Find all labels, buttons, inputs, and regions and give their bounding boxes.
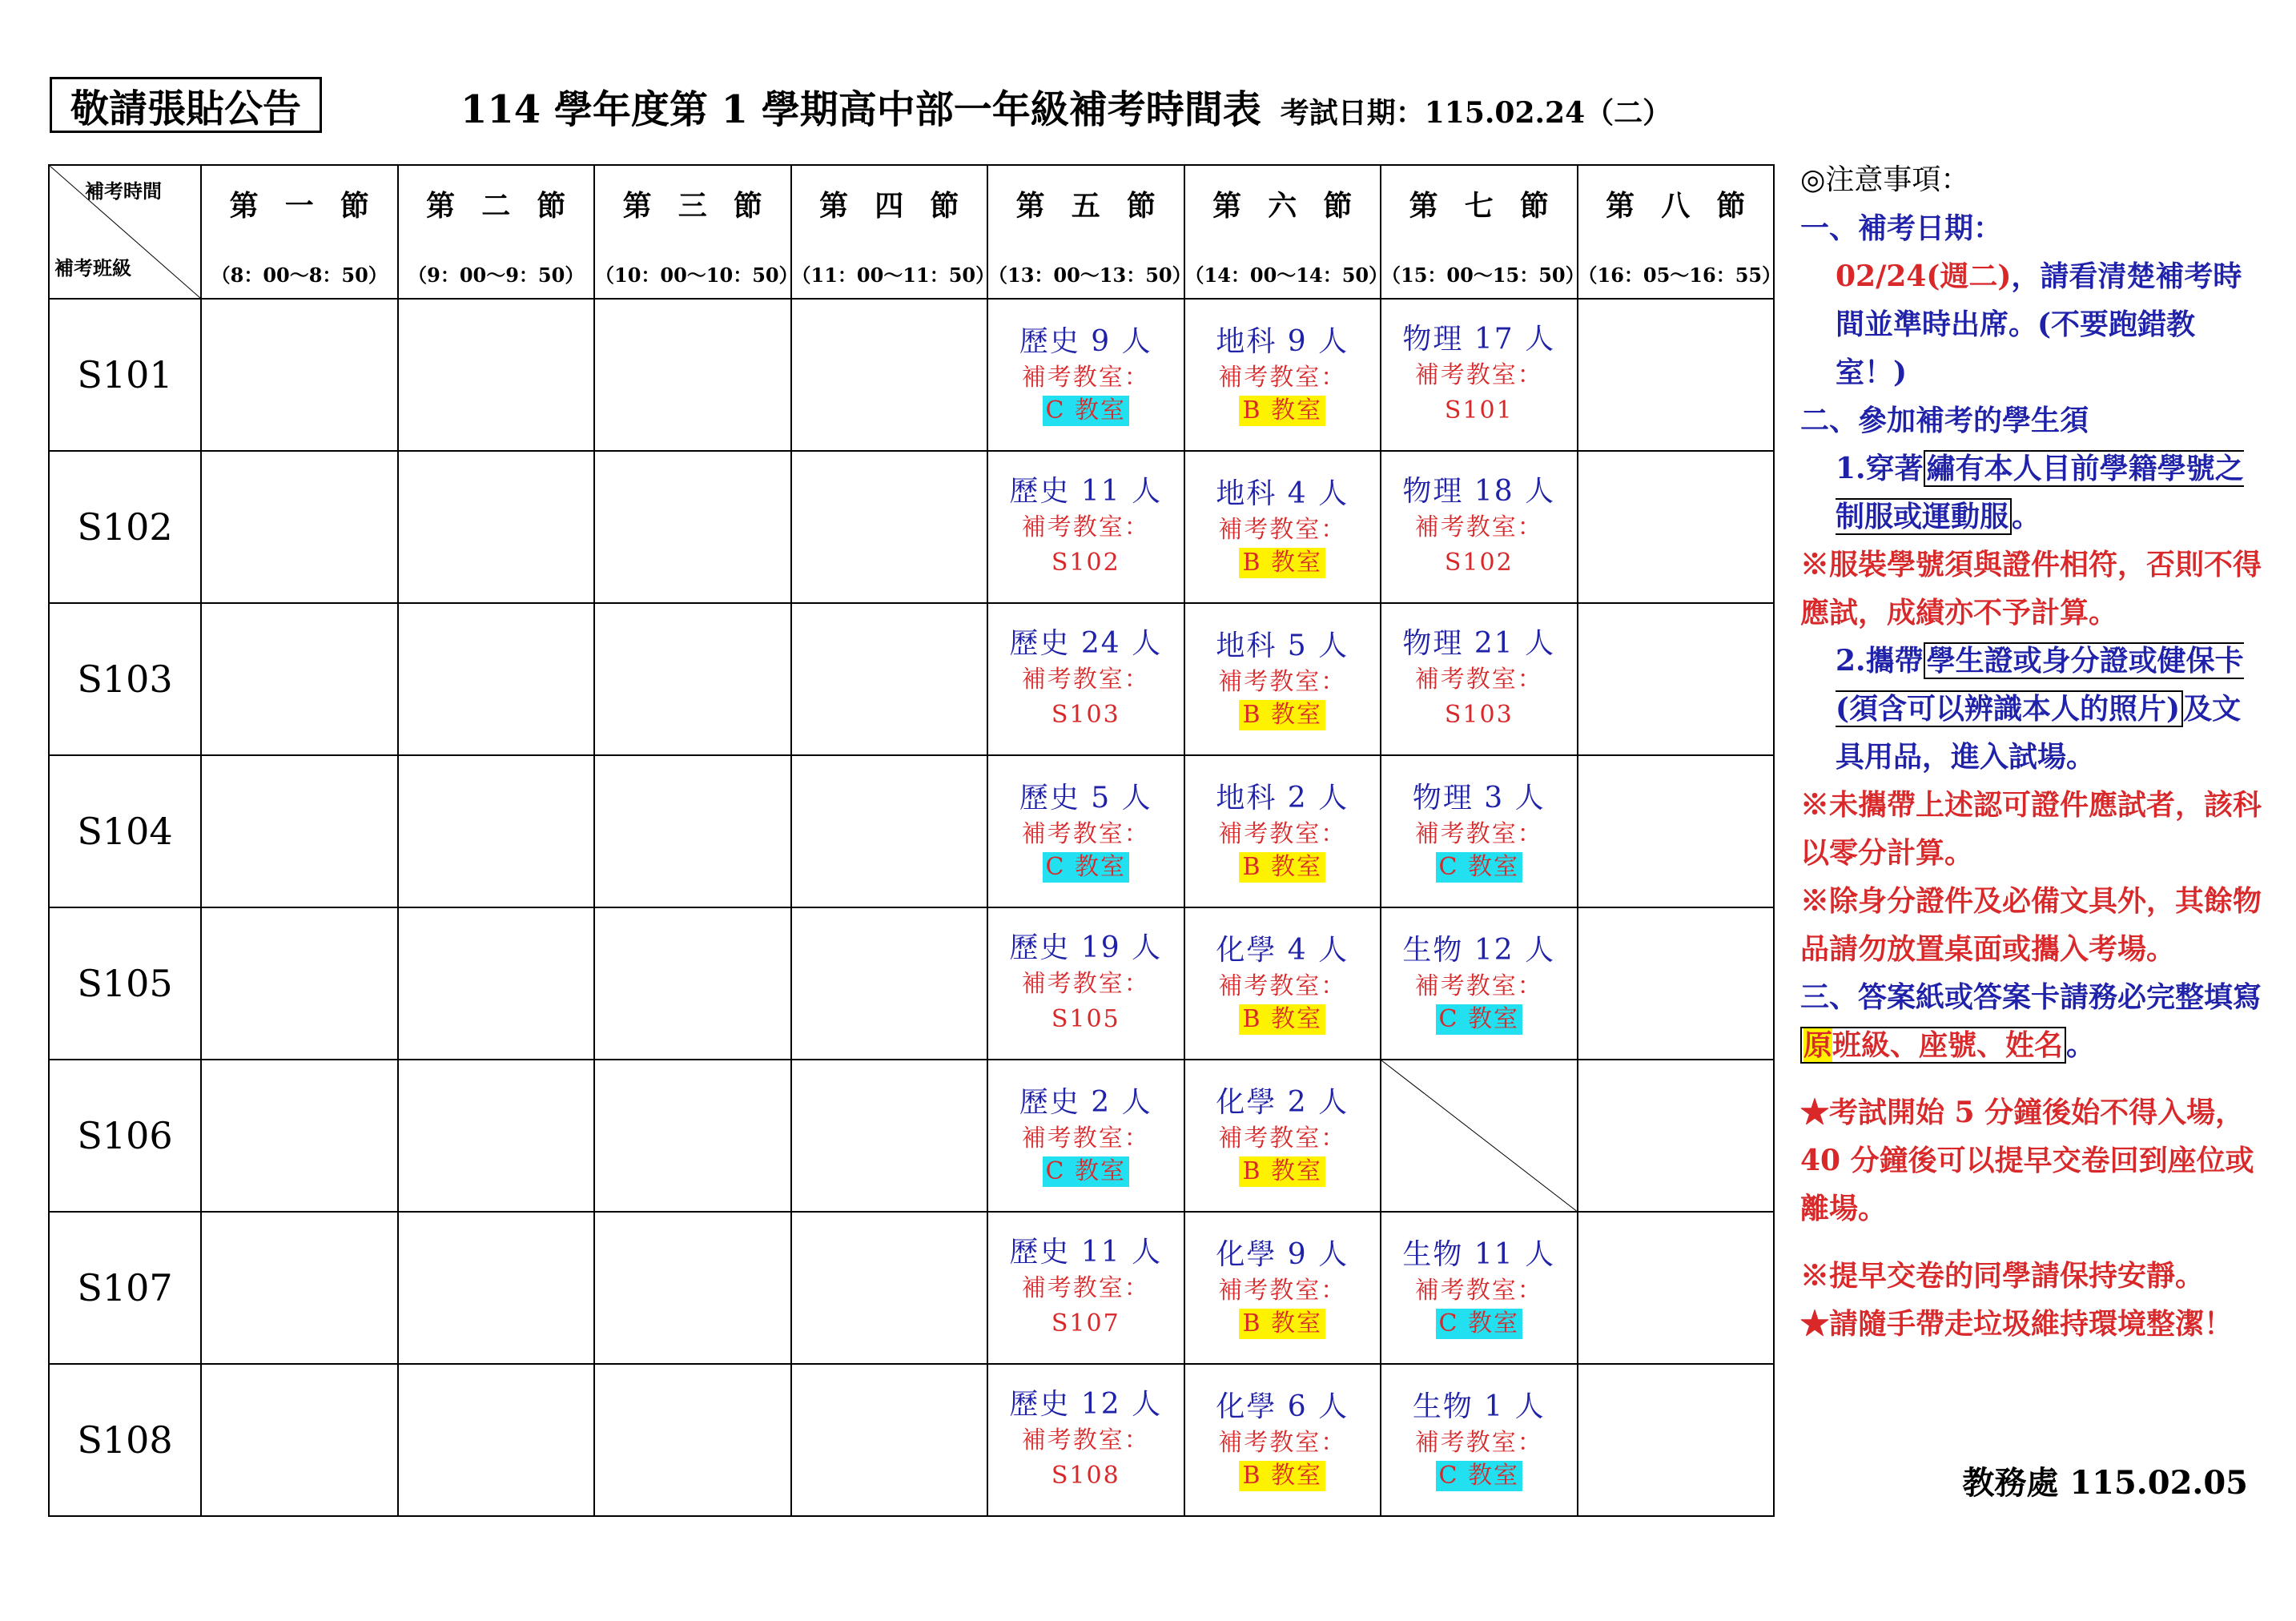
exam-room-label: 補考教室：: [1218, 516, 1347, 544]
exam-subject: 物理 21 人: [1402, 627, 1556, 660]
note-2-warning: ※服裝學號須與證件相符，否則不得應試，成績亦不予計算。: [1800, 548, 2262, 629]
schedule-cell: [201, 299, 398, 451]
exam-subject: 化學 2 人: [1216, 1086, 1349, 1119]
note-3: 三、答案紙或答案卡請務必完整填寫原班級、座號、姓名 。: [1800, 980, 2262, 1062]
schedule-cell: [1184, 755, 1381, 907]
exam-room-label: 補考教室：: [1218, 1429, 1347, 1457]
period-header-3: [594, 165, 798, 299]
period-name: [988, 183, 1184, 224]
table-row: [49, 1060, 1774, 1212]
class-name: S103: [49, 603, 201, 755]
schedule-cell: [987, 907, 1184, 1060]
period-time: （15：00～15：50）: [1381, 263, 1585, 287]
class-name: S106: [49, 1060, 201, 1212]
schedule-cell: [594, 451, 791, 603]
period-name-char: 第: [426, 188, 456, 223]
period-time: （10：00～10：50）: [595, 263, 798, 287]
schedule-cell: [201, 1212, 398, 1364]
exam-subject: 物理 17 人: [1402, 323, 1556, 356]
exam-room-label: 補考教室：: [1414, 820, 1543, 848]
exam-room-label: 補考教室：: [1021, 820, 1150, 848]
schedule-cell: [791, 451, 988, 603]
period-name: [202, 183, 397, 224]
class-name: S108: [49, 1364, 201, 1516]
schedule-cell: [201, 907, 398, 1060]
schedule-cell: [594, 907, 791, 1060]
exam-room-label: 補考教室：: [1218, 1124, 1347, 1152]
schedule-cell: [594, 603, 791, 755]
schedule-cell: [594, 1364, 791, 1516]
schedule-cell: [398, 299, 595, 451]
exam-room-label: 補考教室：: [1218, 668, 1347, 696]
exam-room-label: 補考教室：S101: [1414, 361, 1543, 424]
period-name-char: 節: [733, 188, 762, 223]
period-name-char: 節: [1519, 188, 1549, 223]
notes-panel: [1800, 156, 2265, 1348]
schedule-cell: [1381, 1212, 1578, 1364]
exam-room-tag: B 教室: [1239, 396, 1325, 426]
note-2-warning-2: ※未攜帶上述認可證件應試者，該科以零分計算。: [1800, 788, 2262, 870]
exam-room-tag: C 教室: [1043, 396, 1130, 426]
period-header-1: [201, 165, 398, 299]
schedule-cell: [1578, 299, 1775, 451]
period-name-char: 節: [340, 188, 369, 223]
period-time: （16：05～16：55）: [1578, 263, 1782, 287]
exam-room-label: 補考教室：S102: [1021, 513, 1150, 577]
corner-time-label: 補考時間: [85, 179, 162, 203]
table-row: [49, 1364, 1774, 1516]
period-time: （9：00～9：50）: [408, 263, 585, 287]
period-header-7: [1381, 165, 1585, 299]
schedule-cell: [201, 451, 398, 603]
schedule-cell: [987, 755, 1184, 907]
exam-subject: 生物 11 人: [1402, 1238, 1556, 1271]
period-time: （13：00～13：50）: [988, 263, 1192, 287]
note-1-title: 一、補考日期：: [1800, 211, 2003, 245]
schedule-cell: [1184, 451, 1381, 603]
period-header-4: [791, 165, 995, 299]
schedule-cell: [594, 1060, 791, 1212]
schedule-cell: [1184, 1212, 1381, 1364]
exam-room-tag: B 教室: [1239, 1004, 1325, 1035]
schedule-cell: [594, 755, 791, 907]
period-name-char: 第: [1015, 188, 1045, 223]
exam-room-label: 補考教室：S102: [1414, 513, 1543, 577]
exam-date: 考試日期：115.02.24（二）: [1280, 96, 1672, 130]
period-name-char: 第: [1409, 188, 1438, 223]
office-signature: 教務處 115.02.05: [1962, 1464, 2248, 1502]
schedule-cell: [398, 451, 595, 603]
exam-subject: 歷史 5 人: [1019, 782, 1152, 815]
schedule-cell: [201, 603, 398, 755]
schedule-cell: [201, 1060, 398, 1212]
period-header-5: [987, 165, 1192, 299]
table-row: [49, 603, 1774, 755]
schedule-cell: [398, 907, 595, 1060]
period-time: （14：00～14：50）: [1184, 263, 1389, 287]
exam-subject: 歷史 2 人: [1019, 1086, 1152, 1119]
schedule-cell: [398, 603, 595, 755]
schedule-cell: [398, 1212, 595, 1364]
notes-heading: ◎注意事項：: [1800, 163, 1970, 196]
schedule-cell: [594, 299, 791, 451]
schedule-cell: [791, 603, 988, 755]
period-name: [595, 183, 790, 224]
schedule-cell: [1184, 1364, 1381, 1516]
period-name-char: 第: [1606, 188, 1635, 223]
schedule-cell: [987, 451, 1184, 603]
exam-room-label: 補考教室：: [1218, 364, 1347, 392]
note-1-body: 02/24(週二)，請看清楚補考時間並準時出席。(不要跑錯教室！): [1836, 259, 2242, 389]
note-2-1: 1.穿著 繡有本人目前學籍學號之制服或運動服 。: [1836, 452, 2244, 533]
exam-room-tag: B 教室: [1239, 548, 1325, 578]
exam-room-label: 補考教室：: [1414, 1429, 1543, 1457]
exam-room-tag: C 教室: [1043, 1156, 1130, 1187]
schedule-cell: [1578, 755, 1775, 907]
schedule-cell: [1184, 603, 1381, 755]
note-2-warning-3: ※除身分證件及必備文具外，其餘物品請勿放置桌面或攜入考場。: [1800, 884, 2262, 966]
period-name: [1578, 183, 1774, 224]
schedule-cell: [1184, 907, 1381, 1060]
period-name-char: 節: [537, 188, 566, 223]
table-row: [49, 451, 1774, 603]
schedule-cell: [791, 907, 988, 1060]
class-name: S104: [49, 755, 201, 907]
exam-room-tag: C 教室: [1436, 852, 1523, 883]
schedule-cell: [398, 1364, 595, 1516]
note-warning-4: ※提早交卷的同學請保持安靜。: [1800, 1259, 2205, 1293]
exam-subject: 歷史 12 人: [1009, 1388, 1163, 1421]
exam-room-label: 補考教室：: [1414, 1277, 1543, 1305]
period-name-char: 五: [1071, 188, 1100, 223]
class-name: S102: [49, 451, 201, 603]
note-star-2: ★請隨手帶走垃圾維持環境整潔！: [1800, 1307, 2234, 1341]
class-name: S101: [49, 299, 201, 451]
schedule-cell: [791, 755, 988, 907]
exam-room-tag: B 教室: [1239, 1156, 1325, 1187]
period-name: [1185, 183, 1381, 224]
exam-subject: 化學 9 人: [1216, 1238, 1349, 1271]
exam-room-tag: B 教室: [1239, 1461, 1325, 1491]
exam-room-tag: C 教室: [1436, 1309, 1523, 1339]
exam-subject: 歷史 9 人: [1019, 325, 1152, 358]
period-name: [399, 183, 594, 224]
period-header-6: [1184, 165, 1389, 299]
schedule-cell: [1578, 1212, 1775, 1364]
period-name-char: 二: [481, 188, 511, 223]
exam-subject: 歷史 11 人: [1009, 475, 1163, 508]
corner-header: [49, 165, 201, 299]
exam-subject: 物理 18 人: [1402, 475, 1556, 508]
exam-subject: 地科 9 人: [1216, 325, 1349, 358]
makeup-exam-table: [48, 164, 1782, 1517]
notice-label: 敬請張貼公告: [50, 77, 322, 133]
period-name: [792, 183, 987, 224]
schedule-cell: [594, 1212, 791, 1364]
exam-room-label: 補考教室：S103: [1021, 666, 1150, 729]
period-name-char: 節: [1716, 188, 1746, 223]
schedule-cell: [1381, 907, 1578, 1060]
schedule-cell: [791, 1212, 988, 1364]
schedule-cell: [987, 1060, 1184, 1212]
note-star-1: ★考試開始 5 分鐘後始不得入場，40 分鐘後可以提早交卷回到座位或離場。: [1800, 1096, 2254, 1225]
exam-subject: 地科 5 人: [1216, 629, 1349, 662]
schedule-cell: [201, 755, 398, 907]
schedule-cell: [1578, 907, 1775, 1060]
note-2-2: 2.攜帶 學生證或身分證或健保卡(須含可以辨識本人的照片) 及文具用品，進入試場。: [1836, 644, 2244, 774]
schedule-cell: [791, 299, 988, 451]
exam-subject: 物理 3 人: [1412, 782, 1546, 815]
exam-subject: 化學 6 人: [1216, 1390, 1349, 1423]
exam-subject: 化學 4 人: [1216, 934, 1349, 967]
schedule-cell: [987, 603, 1184, 755]
exam-subject: 歷史 24 人: [1009, 627, 1163, 660]
schedule-cell: [1381, 755, 1578, 907]
schedule-cell: [1381, 1364, 1578, 1516]
exam-room-label: 補考教室：S105: [1021, 970, 1150, 1033]
exam-room-label: 補考教室：: [1218, 820, 1347, 848]
exam-room-label: 補考教室：: [1414, 972, 1543, 1000]
schedule-cell: [1381, 451, 1578, 603]
class-name: S105: [49, 907, 201, 1060]
exam-room-tag: C 教室: [1436, 1004, 1523, 1035]
schedule-cell: [1381, 299, 1578, 451]
exam-room-label: 補考教室：: [1021, 364, 1150, 392]
exam-subject: 生物 1 人: [1412, 1390, 1546, 1423]
period-name: [1381, 183, 1577, 224]
schedule-cell: [1184, 1060, 1381, 1212]
table-row: [49, 1212, 1774, 1364]
note-2-title: 二、參加補考的學生須: [1800, 404, 2089, 437]
schedule-cell: [1578, 451, 1775, 603]
exam-room-label: 補考教室：: [1218, 972, 1347, 1000]
class-name: S107: [49, 1212, 201, 1364]
exam-room-tag: B 教室: [1239, 1309, 1325, 1339]
period-name-char: 八: [1661, 188, 1691, 223]
exam-room-tag: C 教室: [1043, 852, 1130, 883]
exam-room-tag: B 教室: [1239, 852, 1325, 883]
corner-class-label: 補考班級: [54, 256, 131, 280]
period-time: （11：00～11：50）: [791, 263, 995, 287]
exam-subject: 地科 4 人: [1216, 477, 1349, 510]
exam-room-label: 補考教室：: [1218, 1277, 1347, 1305]
exam-subject: 生物 12 人: [1402, 934, 1556, 967]
exam-room-label: 補考教室：: [1021, 1124, 1150, 1152]
period-name-char: 第: [622, 188, 652, 223]
exam-subject: 地科 2 人: [1216, 782, 1349, 815]
schedule-cell: [398, 755, 595, 907]
schedule-cell: [201, 1364, 398, 1516]
period-name-char: 四: [875, 188, 904, 223]
schedule-cell: [1578, 1364, 1775, 1516]
period-name-char: 三: [678, 188, 707, 223]
schedule-cell: [791, 1060, 988, 1212]
period-name-char: 第: [229, 188, 259, 223]
table-header-row: [49, 165, 1774, 299]
schedule-cell: [987, 1364, 1184, 1516]
schedule-cell: [1184, 299, 1381, 451]
period-name-char: 節: [1126, 188, 1156, 223]
exam-subject: 歷史 11 人: [1009, 1236, 1163, 1269]
schedule-cell: [1578, 603, 1775, 755]
schedule-cell: [1578, 1060, 1775, 1212]
exam-room-label: 補考教室：S103: [1414, 666, 1543, 729]
period-name-char: 節: [1323, 188, 1353, 223]
title-text: 114 學年度第 1 學期高中部一年級補考時間表: [460, 87, 1261, 132]
table-row: [49, 299, 1774, 451]
period-name-char: 第: [819, 188, 849, 223]
period-header-8: [1578, 165, 1782, 299]
exam-room-label: 補考教室：S108: [1021, 1426, 1150, 1490]
page-title: [460, 78, 1671, 134]
schedule-cell: [791, 1364, 988, 1516]
exam-room-tag: C 教室: [1436, 1461, 1523, 1491]
schedule-cell: [1381, 603, 1578, 755]
schedule-cell: [987, 1212, 1184, 1364]
table-row: [49, 755, 1774, 907]
period-name-char: 節: [930, 188, 959, 223]
exam-room-label: 補考教室：S107: [1021, 1274, 1150, 1337]
period-name-char: 七: [1464, 188, 1494, 223]
period-time: （8：00～8：50）: [211, 263, 388, 287]
schedule-cell: [987, 299, 1184, 451]
period-name-char: 六: [1268, 188, 1297, 223]
schedule-cell: [1381, 1060, 1578, 1212]
schedule-cell: [398, 1060, 595, 1212]
exam-room-tag: B 教室: [1239, 700, 1325, 730]
period-header-2: [398, 165, 595, 299]
period-name-char: 一: [284, 188, 314, 223]
exam-subject: 歷史 19 人: [1009, 931, 1163, 964]
diagonal-line: [1381, 1060, 1577, 1211]
period-name-char: 第: [1212, 188, 1242, 223]
table-row: [49, 907, 1774, 1060]
